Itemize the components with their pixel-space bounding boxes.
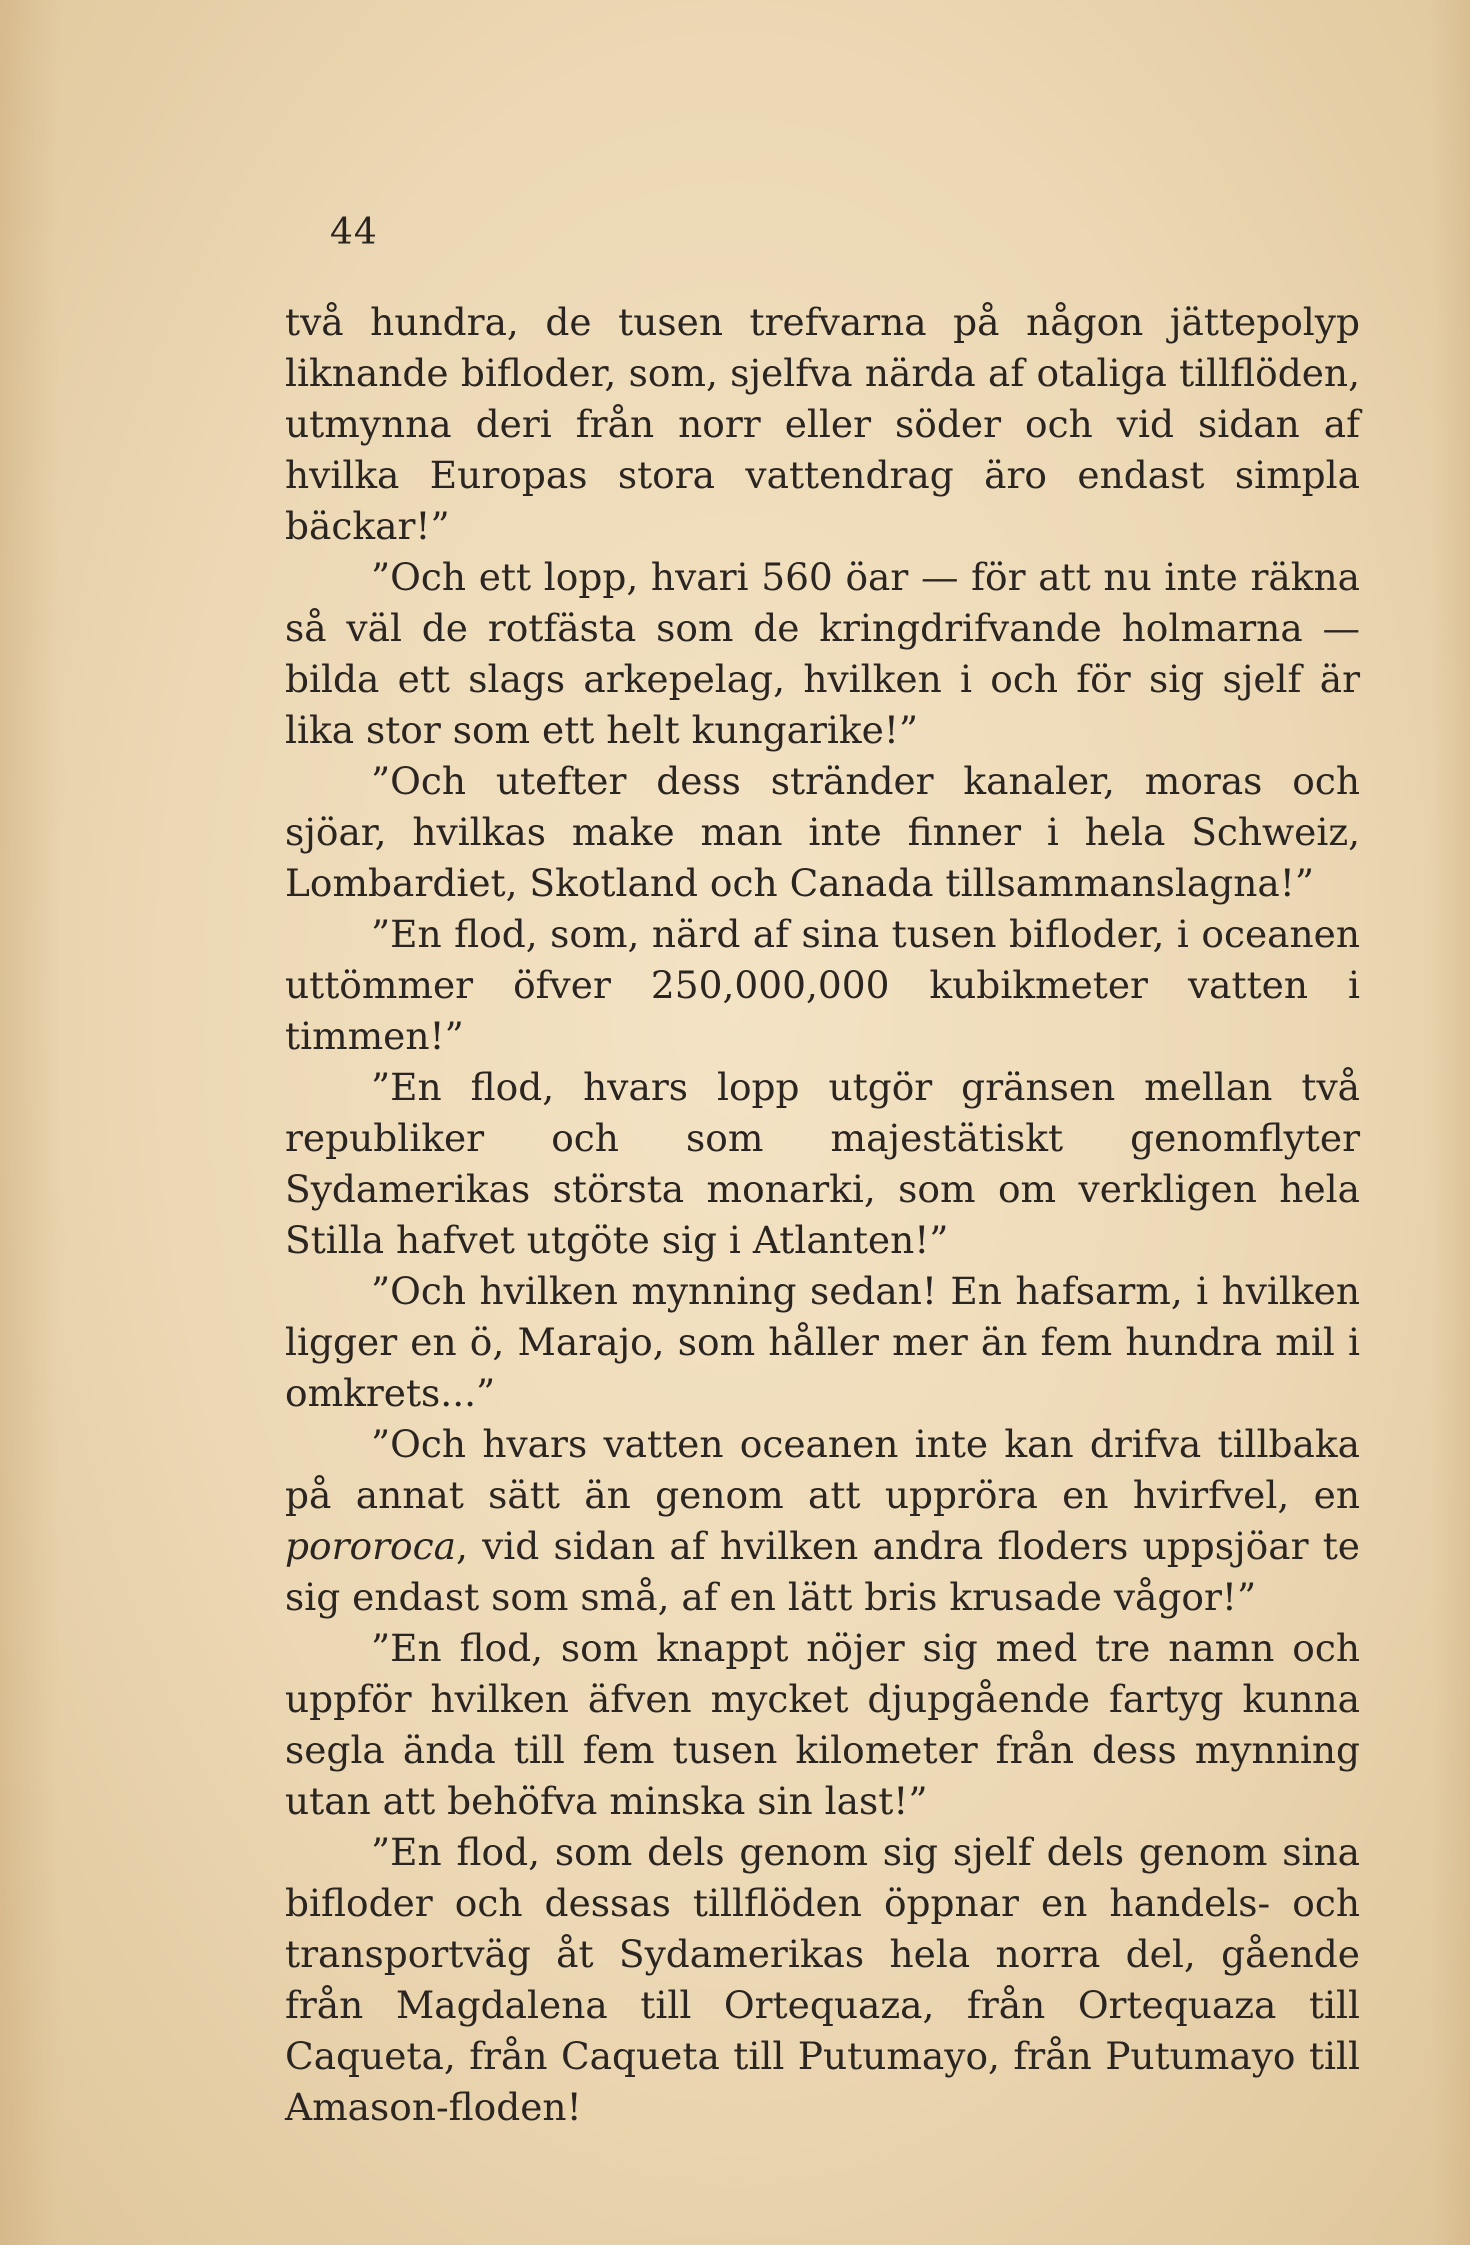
paragraph: ”En flod, som dels genom sig sjelf dels genom sina bifloder och dessas tillflöden öppnar en handels- och transportväg åt Sydamerikas hela norra del, gående från Magdalena till Ortequaza, från Ortequaza till Caqueta, från Caqueta till Putumayo, från Putumayo till Amason-floden! [285,1830,1360,2129]
paragraph-pororoca [285,1419,1360,1623]
paragraph-text-before: ”Och hvars vatten oceanen inte kan drifva tillbaka på annat sätt än genom att uppröra en hvirfvel, en [285,1422,1360,1517]
paragraph: ”En flod, som, närd af sina tusen bifloder, i oceanen uttömmer öfver 250,000,000 kubikmeter vatten i timmen!” [285,912,1360,1058]
paragraph: ”Och hvilken mynning sedan! En hafsarm, i hvilken ligger en ö, Marajo, som håller mer än fem hundra mil i omkrets...” [285,1269,1360,1415]
paragraph: ”Och ett lopp, hvari 560 öar — för att nu inte räkna så väl de rotfästa som de kringdrifvande holmarna — bilda ett slags arkepelag, hvilken i och för sig sjelf är lika stor som ett helt kungarike!” [285,555,1360,752]
italic-term: pororoca [285,1524,456,1568]
page-number: 44 [330,212,378,253]
paragraph: ”Och utefter dess stränder kanaler, moras och sjöar, hvilkas make man inte finner i hela Schweiz, Lombardiet, Skotland och Canada tillsammanslagna!” [285,759,1360,905]
body-text [285,297,1360,2133]
paragraph-continuation: två hundra, de tusen trefvarna på någon jättepolyp liknande bifloder, som, sjelfva närda af otaliga tillflöden, utmynna deri från norr eller söder och vid sidan af hvilka Europas stora vattendrag äro endast simpla bäckar!” [285,300,1360,548]
paragraph-text-after: , vid sidan af hvilken andra floders uppsjöar te sig endast som små, af en lätt bris krusade vågor!” [285,1524,1360,1619]
paragraph: ”En flod, hvars lopp utgör gränsen mellan två republiker och som majestätiskt genomflyter Sydamerikas största monarki, som om verkligen hela Stilla hafvet utgöte sig i Atlanten!” [285,1065,1360,1262]
paragraph: ”En flod, som knappt nöjer sig med tre namn och uppför hvilken äfven mycket djupgående fartyg kunna segla ända till fem tusen kilometer från dess mynning utan att behöfva minska sin last!” [285,1626,1360,1823]
